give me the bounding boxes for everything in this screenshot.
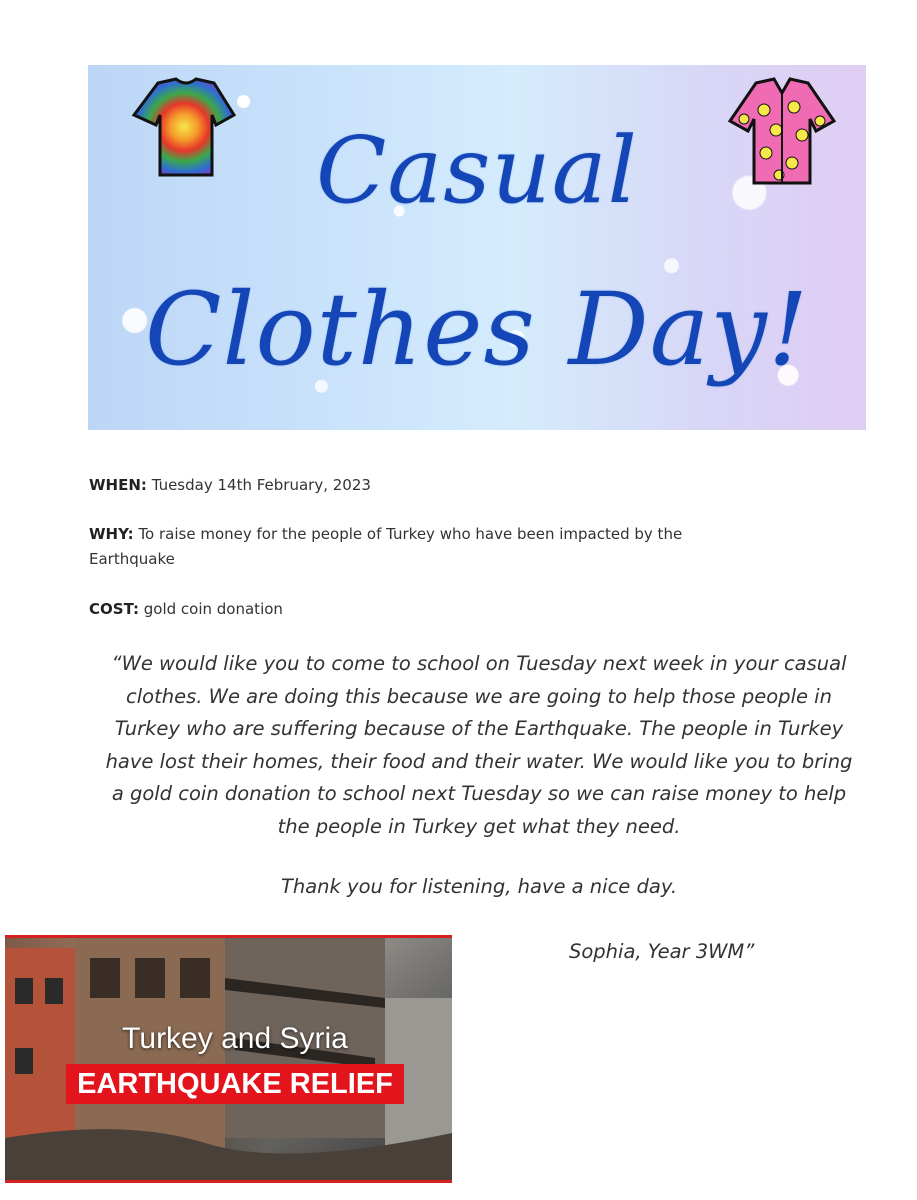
relief-heading: Turkey and Syria [122, 1022, 348, 1055]
when-detail [89, 473, 809, 498]
when-label: WHEN: [89, 476, 147, 494]
banner-title-line2: Clothes Day! [144, 271, 810, 388]
cost-detail [89, 597, 809, 622]
why-value-line1: To raise money for the people of Turkey who have been impacted by the [138, 525, 683, 543]
casual-clothes-day-banner [88, 65, 866, 430]
relief-label: EARTHQUAKE RELIEF [66, 1064, 404, 1104]
damaged-building-graphic [5, 938, 452, 1180]
quote-line: have lost their homes, their food and their water. We would like you to bring [105, 749, 853, 773]
thanks-text: Thank you for listening, have a nice day. [280, 875, 678, 898]
quote-line: a gold coin donation to school next Tuesday so we can raise money to help [111, 782, 847, 805]
why-value-line2: Earthquake [89, 550, 175, 568]
quote-text [90, 648, 868, 843]
cost-value: gold coin donation [143, 600, 283, 618]
earthquake-relief-image [5, 935, 452, 1183]
when-value: Tuesday 14th February, 2023 [151, 476, 371, 494]
quote-line: clothes. We are doing this because we are going to help those people in [126, 684, 832, 708]
why-detail [89, 522, 809, 572]
quote-line: the people in Turkey get what they need. [277, 814, 681, 838]
banner-title-line1: Casual [316, 117, 638, 224]
signature: Sophia, Year 3WM” [569, 940, 755, 963]
cost-label: COST: [89, 600, 139, 618]
quote-line: Turkey who are suffering because of the Earthquake. The people in Turkey [114, 717, 844, 740]
why-label: WHY: [89, 525, 134, 543]
quote-line: “We would like you to come to school on Tuesday next week in your casual [111, 652, 847, 675]
